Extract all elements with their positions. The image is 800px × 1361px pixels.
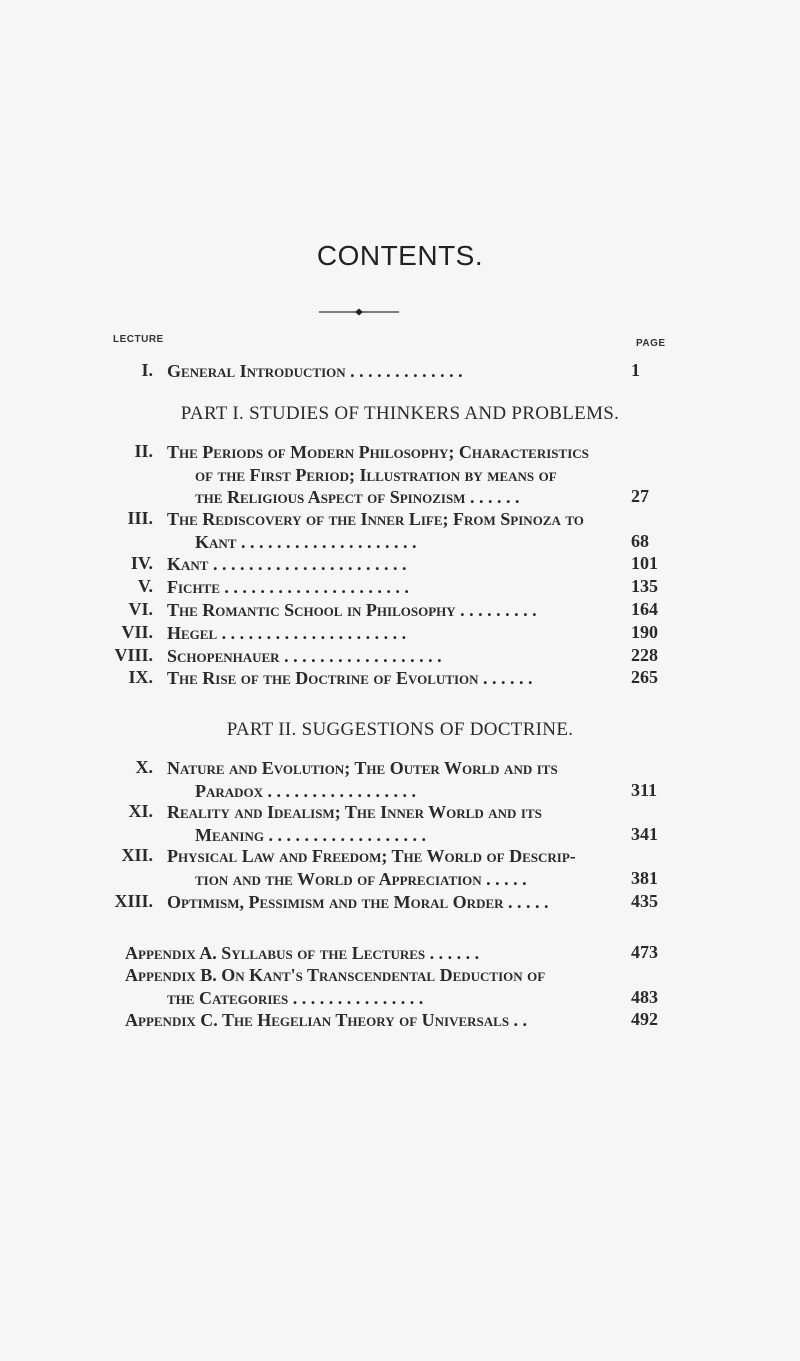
entry-title-line: the Religious Aspect of Spinozism . . . . . . xyxy=(195,487,520,507)
lecture-number: I. xyxy=(141,360,153,380)
page-number: 135 xyxy=(631,576,658,596)
entry-title xyxy=(167,360,627,383)
lecture-number: IX. xyxy=(128,667,153,687)
entry-title-line: The Romantic School in Philosophy . . . . . . . . . xyxy=(167,600,537,620)
entry-title-line: Reality and Idealism; The Inner World and its xyxy=(167,802,542,822)
page-number: 190 xyxy=(631,622,658,642)
ornament-rule xyxy=(319,306,399,318)
part-heading: PART I. STUDIES OF THINKERS AND PROBLEMS. xyxy=(180,403,620,424)
entry-title xyxy=(167,441,627,509)
lecture-number: IV. xyxy=(130,553,153,573)
page-number: 381 xyxy=(631,867,658,888)
column-header-page: PAGE xyxy=(636,338,666,349)
entry-title xyxy=(167,599,627,622)
lecture-number: VIII. xyxy=(114,645,153,665)
entry-title-line: Hegel . . . . . . . . . . . . . . . . . . . . . xyxy=(167,623,407,643)
entry-title xyxy=(167,576,627,599)
entry-title xyxy=(125,1009,585,1032)
entry-title-line: tion and the World of Appreciation . . . . . xyxy=(195,868,527,889)
entry-title xyxy=(167,845,627,890)
lecture-number: XII. xyxy=(121,845,153,865)
page-number: 27 xyxy=(631,486,649,506)
entry-title-line: Paradox . . . . . . . . . . . . . . . . . xyxy=(195,780,417,801)
entry-title-line: Schopenhauer . . . . . . . . . . . . . . . . . . xyxy=(167,646,442,666)
entry-title-line: Optimism, Pessimism and the Moral Order . . . . . xyxy=(167,892,549,912)
entry-title xyxy=(167,622,627,645)
lecture-number: II. xyxy=(134,441,153,461)
entry-title-line: Kant . . . . . . . . . . . . . . . . . . . . . . xyxy=(167,554,407,574)
entry-title xyxy=(167,891,627,914)
page-number: 311 xyxy=(631,779,658,800)
entry-title-line: Appendix C. The Hegelian Theory of Universals . . xyxy=(125,1010,528,1030)
lecture-number: V. xyxy=(137,576,153,596)
entry-title-line: the Categories . . . . . . . . . . . . . . . xyxy=(167,987,424,1008)
page-number: 68 xyxy=(631,530,649,551)
entry-title xyxy=(167,801,627,846)
entry-title xyxy=(167,757,627,802)
entry-title-line: Nature and Evolution; The Outer World and its xyxy=(167,758,558,778)
page-number: 228 xyxy=(631,645,658,665)
entry-title-line: Kant . . . . . . . . . . . . . . . . . . . . xyxy=(195,531,417,552)
entry-title-line: Meaning . . . . . . . . . . . . . . . . . . xyxy=(195,824,426,845)
page-number: 492 xyxy=(631,1009,658,1029)
part-heading: PART II. SUGGESTIONS OF DOCTRINE. xyxy=(226,719,574,740)
page-number: 473 xyxy=(631,942,658,962)
page-number: 265 xyxy=(631,667,658,687)
entry-title-line: The Rise of the Doctrine of Evolution . . . . . . xyxy=(167,668,533,688)
page-number: 101 xyxy=(631,553,658,573)
page-number: 1 xyxy=(631,360,640,380)
entry-title-line: Appendix A. Syllabus of the Lectures . . . . . . xyxy=(125,943,480,963)
entry-title-line: The Rediscovery of the Inner Life; From Spinoza to xyxy=(167,509,584,529)
lecture-number: XIII. xyxy=(114,891,153,911)
entry-title-line: The Periods of Modern Philosophy; Characteristics xyxy=(167,442,589,462)
entry-title-line: Appendix B. On Kant's Transcendental Deduction of xyxy=(125,965,546,985)
lecture-number: VI. xyxy=(128,599,153,619)
page-number: 341 xyxy=(631,823,658,844)
entry-title xyxy=(125,942,585,965)
entry-title-line: Fichte . . . . . . . . . . . . . . . . . . . . . xyxy=(167,577,409,597)
page-number: 164 xyxy=(631,599,658,619)
lecture-number: X. xyxy=(135,757,153,777)
lecture-number: VII. xyxy=(121,622,153,642)
entry-title xyxy=(167,667,627,690)
entry-title xyxy=(167,508,627,553)
lecture-number: XI. xyxy=(128,801,153,821)
entry-title xyxy=(167,553,627,576)
page-number: 435 xyxy=(631,891,658,911)
entry-title-line: of the First Period; Illustration by means of xyxy=(195,464,557,485)
entry-title-line: Physical Law and Freedom; The World of Descrip- xyxy=(167,846,576,866)
lecture-number: III. xyxy=(127,508,153,528)
page-title: CONTENTS. xyxy=(316,240,484,271)
page-number: 483 xyxy=(631,986,658,1007)
entry-title xyxy=(125,964,585,1009)
entry-title-line: General Introduction . . . . . . . . . . . . . xyxy=(167,361,463,381)
entry-title xyxy=(167,645,627,668)
column-header-lecture: LECTURE xyxy=(113,334,164,345)
